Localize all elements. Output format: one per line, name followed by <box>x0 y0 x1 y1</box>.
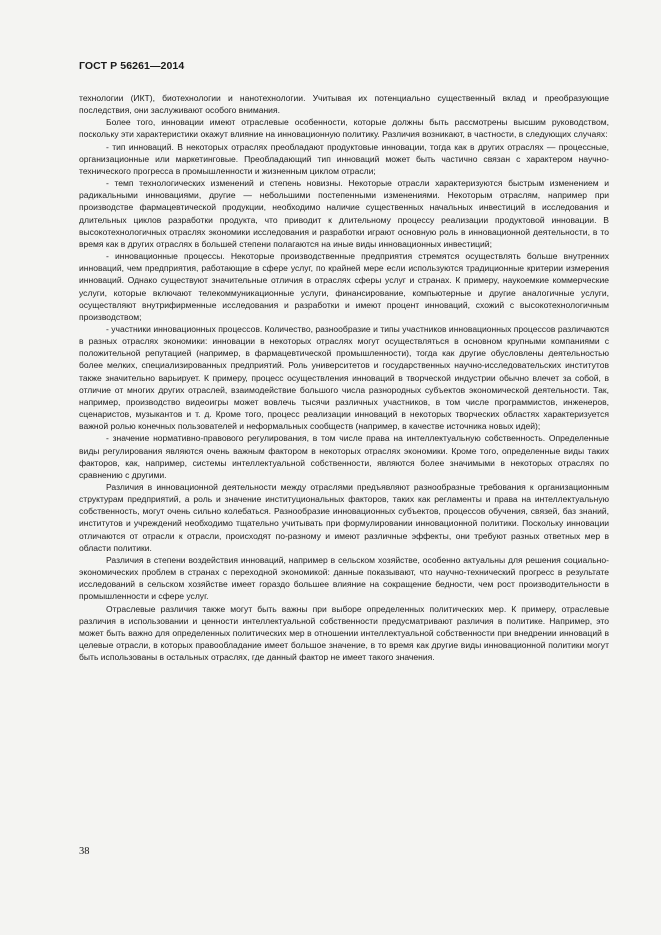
document-body <box>79 92 609 663</box>
standard-code-header: ГОСТ Р 56261—2014 <box>79 60 185 72</box>
list-item-innovation-participants: - участники инновационных процессов. Количество, разнообразие и типы участников инновационных процессов различаются в разных отраслях экономики: инновации в некоторых отраслях могут осуществляться в основном крупными компаниями с положительной репутацией (например, в фармацевтической промышленности), тогда как другие обусловлены деятельностью более мелких, специализированных предприятий. Роль университетов и государственных научно-исследовательских институтов также значительно варьирует. К примеру, процесс осуществления инноваций в творческой индустрии обычно влечет за собой, в отличие от многих других отраслей, взаимодействие большого числа разнородных субъектов экономической деятельности. Так, например, производство видеоигры может вовлечь тысячи различных участников, в том числе программистов, инженеров, сценаристов, музыкантов и т. д. Кроме того, процесс реализации инноваций в некоторых творческих областях характеризуется важной ролью конечных пользователей и неформальных сообществ (например, в качестве источника новых идей); <box>79 323 609 432</box>
page-number: 38 <box>79 846 90 857</box>
list-item-innovation-type: - тип инноваций. В некоторых отраслях преобладают продуктовые инновации, тогда как в других отраслях — процессные, организационные или маркетинговые. Преобладающий тип инноваций может быть частично связан с характером научно-технического прогресса в промышленности и жизненным циклом отрасли; <box>79 141 609 176</box>
paragraph: Различия в инновационной деятельности между отраслями предъявляют разнообразные требования к организационным структурам предприятий, а роль и значение институциональных факторов, таких как регламенты и права на интеллектуальную собственность, могут очень сильно колебаться. Разнообразие инновационных субъектов, процессов обучения, связей, баз знаний, институтов и учреждений необходимо тщательно учитывать при формулировании инновационной политики. Поскольку инновации отличаются от отрасли к отрасли, происходят по-разному и имеют различные эффекты, они требуют разных ответных мер в области политики. <box>79 482 609 553</box>
paragraph: Отраслевые различия также могут быть важны при выборе определенных политических мер. К примеру, отраслевые различия в использовании и ценности интеллектуальной собственности предусматривают различия в политике. Например, это может быть важно для определенных политических мер в отношении интеллектуальной собственности при внедрении инноваций в целевые отрасли, в которых правообладание имеет большое значение, в то время как другие виды инновационной политики могут быть использованы в остальных отраслях, где данный фактор не имеет такого значения. <box>79 603 609 663</box>
paragraph: Различия в степени воздействия инноваций, например в сельском хозяйстве, особенно актуальны для решения социально-экономических проблем в странах с переходной экономикой: данные показывают, что научно-технический прогресс в результате исследований в сельском хозяйстве имеет гораздо большее влияние на сокращение бедности, чем рост производительности в промышленности и сфере услуг. <box>79 554 609 602</box>
list-item-tech-change-pace: - темп технологических изменений и степень новизны. Некоторые отрасли характеризуются быстрым изменением и радикальными инновациями, другие — небольшими постепенными изменениями. Некоторым отраслям, например при производстве фармацевтической продукции, необходимо наличие существенных начальных инвестиций в исследования и длительных циклов разработки продукта, что приводит к длительному процессу реализации продуктовой инновации. В высокотехнологичных отраслях экономики исследования и разработки играют основную роль в инновационной деятельности, в то время как в других отраслях в большей степени полагаются на иные виды инновационных инвестиций; <box>79 178 609 249</box>
paragraph: технологии (ИКТ), биотехнологии и нанотехнологии. Учитывая их потенциально существенный вклад и преобразующие последствия, они заслуживают особого внимания. <box>79 93 609 116</box>
paragraph: Более того, инновации имеют отраслевые особенности, которые должны быть рассмотрены высшим руководством, поскольку эти характеристики окажут влияние на инновационную политику. Различия возникают, в частности, в следующих случаях: <box>79 117 609 140</box>
list-item-innovation-processes: - инновационные процессы. Некоторые производственные предприятия стремятся осуществлять больше внутренних инноваций, чем предприятия, работающие в сфере услуг, по крайней мере если используются традиционные критерии измерения инноваций. Однако существуют значительные отличия в отраслях сферы услуг и странах. К примеру, наукоемкие коммерческие услуги, которые включают телекоммуникационные услуги, финансирование, компьютерные и другие аналогичные услуги, осуществляют внутрифирменные исследования и разработки и имеют процент инноваций, схожий с высокотехнологичным производством; <box>79 251 609 322</box>
list-item-regulation: - значение нормативно-правового регулирования, в том числе права на интеллектуальную собственность. Определенные виды регулирования являются очень важным фактором в некоторых отраслях экономики. Кроме того, определенные виды таких факторов, как, например, системы интеллектуальной собственности, являются более значимыми в некоторых отраслях по сравнению с другими. <box>79 433 609 480</box>
